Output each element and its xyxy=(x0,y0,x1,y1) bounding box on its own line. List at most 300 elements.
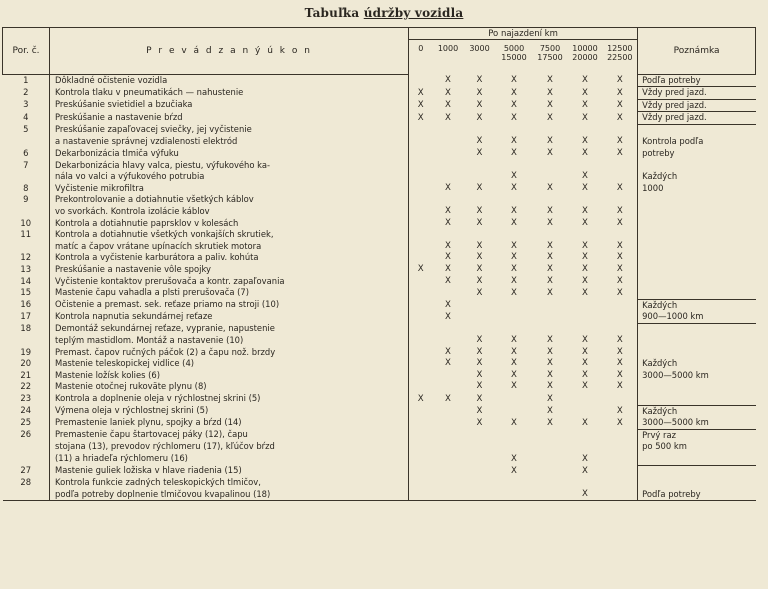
task-description xyxy=(50,323,409,346)
interval-mark: X xyxy=(511,87,517,98)
header-km-3 xyxy=(496,40,533,75)
note-line xyxy=(642,287,756,299)
interval-mark xyxy=(433,381,464,393)
description-line: Dôkladné očistenie vozidla xyxy=(55,74,168,85)
row-note xyxy=(638,229,756,252)
row-number: 6 xyxy=(3,148,50,160)
interval-mark: X xyxy=(511,453,517,464)
interval-mark: X xyxy=(511,100,517,111)
interval-mark: X xyxy=(547,346,553,357)
interval-mark: X xyxy=(476,393,483,404)
interval-mark xyxy=(409,194,433,217)
interval-mark xyxy=(433,465,464,477)
task-description xyxy=(50,405,409,417)
interval-mark: X xyxy=(511,369,517,380)
interval-mark: X xyxy=(582,465,588,476)
note-line: Podľa potreby xyxy=(642,488,701,499)
interval-mark: X xyxy=(417,112,424,123)
description-line: Mastenie ložísk kolies (6) xyxy=(55,369,161,380)
interval-mark: X xyxy=(511,335,517,346)
row-number: 9 xyxy=(3,194,50,217)
row-number: 4 xyxy=(3,112,50,125)
task-description xyxy=(50,465,409,477)
interval-mark xyxy=(603,429,638,465)
km-value: 10000 xyxy=(572,44,598,53)
row-note xyxy=(638,417,756,429)
interval-mark xyxy=(603,465,638,477)
header-km-5 xyxy=(568,40,603,75)
interval-mark: X xyxy=(616,405,623,416)
description-line: Prekontrolovanie a dotiahnutie všetkých káblov xyxy=(55,194,254,205)
description-line: Kontrola a doplnenie oleja v rýchlostnej skrini (5) xyxy=(55,393,261,404)
interval-mark xyxy=(409,276,433,288)
description-line: Dekarbonizácia tlmiča výfuku xyxy=(55,148,179,159)
interval-mark: X xyxy=(547,405,553,416)
interval-mark: X xyxy=(476,100,483,111)
description-line: Preskúšanie a nastavenie bŕzd xyxy=(55,111,183,122)
description-line: Mastenie guliek ložiska v hlave riadenia (15) xyxy=(55,465,242,476)
interval-mark xyxy=(464,160,496,183)
description-line: teplým mastidlom. Montáž a nastavenie (10) xyxy=(55,335,244,346)
note-line: Každých xyxy=(642,171,678,182)
header-km-1 xyxy=(433,40,464,75)
table-row xyxy=(3,160,756,183)
row-number: 11 xyxy=(3,229,50,252)
interval-mark: X xyxy=(445,87,451,98)
task-description xyxy=(50,370,409,382)
table-row xyxy=(3,99,756,112)
table-row xyxy=(3,417,756,429)
interval-mark: X xyxy=(547,275,553,286)
interval-mark xyxy=(533,429,568,465)
interval-mark: X xyxy=(616,346,623,357)
interval-mark: X xyxy=(547,136,553,147)
interval-mark xyxy=(409,465,433,477)
row-number: 13 xyxy=(3,264,50,276)
interval-mark: X xyxy=(582,112,588,123)
interval-mark xyxy=(496,405,533,417)
description-line: Premastenie čapu štartovacej páky (12), čapu xyxy=(55,429,248,440)
header-km: Po najazdení km xyxy=(409,28,638,40)
row-number: 22 xyxy=(3,381,50,393)
description-line: Vyčistenie kontaktov prerušovača a kontr. zapaľovania xyxy=(55,275,285,286)
interval-mark xyxy=(533,465,568,477)
note-line xyxy=(642,241,756,253)
description-line: podľa potreby doplnenie tlmičovou kvapalinou (18) xyxy=(55,488,271,499)
interval-mark: X xyxy=(445,75,451,85)
interval-mark: X xyxy=(582,148,588,159)
interval-mark: X xyxy=(445,112,451,123)
interval-mark xyxy=(568,311,603,323)
row-note xyxy=(638,299,756,311)
interval-mark: X xyxy=(582,358,588,369)
interval-mark: X xyxy=(616,75,623,85)
note-line xyxy=(642,466,756,478)
interval-mark: X xyxy=(582,287,588,298)
table-row xyxy=(3,264,756,276)
interval-mark: X xyxy=(476,87,483,98)
note-line xyxy=(642,347,756,359)
interval-mark: X xyxy=(511,75,517,85)
interval-mark: X xyxy=(582,217,588,228)
description-line: a nastavenie správnej vzdialenosti elektród xyxy=(55,135,238,146)
row-number: 28 xyxy=(3,477,50,501)
title-part-1: Tabuľka xyxy=(304,6,360,20)
interval-mark xyxy=(433,148,464,160)
task-description xyxy=(50,276,409,288)
interval-mark xyxy=(433,323,464,346)
interval-mark: X xyxy=(582,453,588,464)
note-line: Každých xyxy=(642,358,678,369)
row-note xyxy=(638,124,756,148)
interval-mark: X xyxy=(445,240,451,251)
interval-mark: X xyxy=(547,335,553,346)
note-line: Kontrola podľa xyxy=(642,136,704,147)
row-note xyxy=(638,183,756,195)
interval-mark: X xyxy=(582,417,588,428)
task-description xyxy=(50,87,409,100)
interval-mark xyxy=(409,370,433,382)
interval-mark: X xyxy=(582,369,588,380)
row-number: 23 xyxy=(3,393,50,405)
note-line xyxy=(642,125,756,137)
interval-mark: X xyxy=(616,264,623,274)
row-number: 1 xyxy=(3,74,50,87)
header-por: Por. č. xyxy=(3,28,50,75)
description-line: (11) a hriadeľa rýchlomeru (16) xyxy=(55,452,188,463)
interval-mark: X xyxy=(582,87,588,98)
interval-mark: X xyxy=(476,148,483,159)
interval-mark: X xyxy=(547,217,553,228)
interval-mark xyxy=(409,358,433,370)
interval-mark: X xyxy=(476,264,483,274)
interval-mark: X xyxy=(511,206,517,217)
row-number: 26 xyxy=(3,429,50,465)
interval-mark: X xyxy=(417,100,424,111)
interval-mark: X xyxy=(616,217,623,228)
description-line: Preskúšanie zapaľovacej sviečky, jej vyčistenie xyxy=(55,124,252,135)
row-note xyxy=(638,323,756,346)
interval-mark xyxy=(496,477,533,501)
interval-mark xyxy=(433,477,464,501)
row-note xyxy=(638,381,756,393)
table-row xyxy=(3,393,756,405)
interval-mark: X xyxy=(476,112,483,123)
description-line: Vyčistenie mikrofiltra xyxy=(55,182,144,193)
table-row xyxy=(3,311,756,323)
interval-mark xyxy=(433,405,464,417)
interval-mark: X xyxy=(582,381,588,392)
interval-mark: X xyxy=(582,100,588,111)
interval-mark: X xyxy=(547,87,553,98)
interval-mark: X xyxy=(445,393,451,404)
interval-mark xyxy=(409,477,433,501)
interval-mark: X xyxy=(547,264,553,274)
table-row xyxy=(3,347,756,359)
interval-mark: X xyxy=(547,112,553,123)
interval-mark: X xyxy=(616,381,623,392)
table-row xyxy=(3,252,756,264)
task-description xyxy=(50,287,409,299)
interval-mark: X xyxy=(445,252,451,263)
row-note xyxy=(638,74,756,87)
task-description xyxy=(50,347,409,359)
interval-mark: X xyxy=(417,264,424,274)
interval-mark: X xyxy=(582,206,588,217)
table-row xyxy=(3,124,756,148)
table-row xyxy=(3,112,756,125)
interval-mark: X xyxy=(476,217,483,228)
table-row xyxy=(3,276,756,288)
interval-mark xyxy=(409,229,433,252)
interval-mark: X xyxy=(616,112,623,123)
row-number: 12 xyxy=(3,252,50,264)
interval-mark xyxy=(533,299,568,311)
description-line: Premastenie laniek plynu, spojky a bŕzd (14) xyxy=(55,417,242,428)
km-value: 3000 xyxy=(469,44,490,53)
header-km-2 xyxy=(464,40,496,75)
interval-mark xyxy=(409,299,433,311)
interval-mark: X xyxy=(547,182,553,193)
maintenance-table xyxy=(2,27,756,501)
row-note xyxy=(638,311,756,323)
task-description xyxy=(50,311,409,323)
task-description xyxy=(50,358,409,370)
interval-mark: X xyxy=(511,346,517,357)
interval-mark: X xyxy=(476,182,483,193)
interval-mark: X xyxy=(582,240,588,251)
row-number: 20 xyxy=(3,358,50,370)
note-line xyxy=(642,393,756,405)
interval-mark: X xyxy=(445,275,451,286)
note-line xyxy=(642,276,756,288)
description-line: matíc a čapov vrátane upínacích skrutiek motora xyxy=(55,240,262,251)
row-number: 7 xyxy=(3,160,50,183)
row-number: 5 xyxy=(3,124,50,148)
note-line xyxy=(642,218,756,230)
row-number: 14 xyxy=(3,276,50,288)
interval-mark: X xyxy=(582,346,588,357)
interval-mark: X xyxy=(616,287,623,298)
interval-mark: X xyxy=(616,148,623,159)
row-note xyxy=(638,477,756,501)
row-note xyxy=(638,99,756,112)
interval-mark: X xyxy=(445,182,451,193)
interval-mark xyxy=(433,160,464,183)
note-line: Vždy pred jazd. xyxy=(642,99,707,110)
interval-mark: X xyxy=(547,417,553,428)
interval-mark xyxy=(464,477,496,501)
interval-mark xyxy=(433,417,464,429)
interval-mark: X xyxy=(511,136,517,147)
interval-mark: X xyxy=(511,112,517,123)
row-note xyxy=(638,218,756,230)
description-line: Premast. čapov ručných páčok (2) a čapu nož. brzdy xyxy=(55,346,276,357)
row-note xyxy=(638,194,756,217)
table-row xyxy=(3,477,756,501)
header-km-6 xyxy=(603,40,638,75)
task-description xyxy=(50,393,409,405)
interval-mark: X xyxy=(547,393,553,404)
interval-mark: X xyxy=(445,299,451,310)
row-number: 21 xyxy=(3,370,50,382)
interval-mark: X xyxy=(582,136,588,147)
interval-mark xyxy=(464,429,496,465)
header-poznamka: Poznámka xyxy=(638,28,756,75)
row-note xyxy=(638,252,756,264)
task-description xyxy=(50,194,409,217)
interval-mark xyxy=(568,405,603,417)
note-line xyxy=(642,453,756,465)
interval-mark: X xyxy=(616,369,623,380)
table-row xyxy=(3,405,756,417)
note-line: Podľa potreby xyxy=(642,74,701,85)
interval-mark: X xyxy=(547,369,553,380)
interval-mark xyxy=(464,299,496,311)
description-line: Kontrola a vyčistenie karburátora a paliv. kohúta xyxy=(55,252,259,263)
row-note xyxy=(638,405,756,417)
interval-mark xyxy=(496,393,533,405)
km-value: 12500 xyxy=(607,44,633,53)
table-title xyxy=(0,6,768,20)
km-value: 15000 xyxy=(501,53,527,62)
row-note xyxy=(638,358,756,370)
interval-mark xyxy=(409,218,433,230)
note-line: po 500 km xyxy=(642,441,687,452)
interval-mark xyxy=(409,74,433,87)
interval-mark: X xyxy=(476,335,483,346)
table-row xyxy=(3,299,756,311)
note-line xyxy=(642,381,756,393)
interval-mark: X xyxy=(476,417,483,428)
description-line: Kontrola a dotiahnutie paprsklov v kolesách xyxy=(55,217,239,228)
interval-mark: X xyxy=(547,252,553,263)
note-line xyxy=(642,264,756,276)
interval-mark: X xyxy=(511,148,517,159)
row-number: 15 xyxy=(3,287,50,299)
interval-mark xyxy=(533,311,568,323)
note-line xyxy=(642,206,756,218)
task-description xyxy=(50,112,409,125)
task-description xyxy=(50,429,409,465)
note-line: 1000 xyxy=(642,182,664,193)
interval-mark: X xyxy=(616,252,623,263)
interval-mark: X xyxy=(476,75,483,85)
description-line: Mastenie otočnej rukoväte plynu (8) xyxy=(55,381,207,392)
table-row xyxy=(3,370,756,382)
task-description xyxy=(50,124,409,148)
interval-mark: X xyxy=(476,136,483,147)
interval-mark: X xyxy=(476,240,483,251)
row-number: 27 xyxy=(3,465,50,477)
row-note xyxy=(638,465,756,477)
row-note xyxy=(638,148,756,160)
interval-mark: X xyxy=(547,100,553,111)
task-description xyxy=(50,74,409,87)
interval-mark: X xyxy=(582,252,588,263)
interval-mark: X xyxy=(568,477,603,501)
interval-mark: X xyxy=(476,206,483,217)
table-row xyxy=(3,148,756,160)
interval-mark: X xyxy=(511,358,517,369)
interval-mark: X xyxy=(445,206,451,217)
interval-mark: X xyxy=(616,240,623,251)
row-note xyxy=(638,276,756,288)
interval-mark xyxy=(409,160,433,183)
interval-mark: X xyxy=(511,264,517,274)
interval-mark xyxy=(409,323,433,346)
description-line: Preskúšanie svietidiel a bzučiaka xyxy=(55,99,193,110)
row-note xyxy=(638,287,756,299)
row-note xyxy=(638,429,756,465)
description-line: Výmena oleja v rýchlostnej skrini (5) xyxy=(55,405,209,416)
note-line xyxy=(642,477,756,489)
row-note xyxy=(638,264,756,276)
table-row xyxy=(3,429,756,465)
interval-mark xyxy=(464,311,496,323)
header-ukon: P r e v á d z a n ý ú k o n xyxy=(50,28,409,75)
row-number: 8 xyxy=(3,183,50,195)
interval-mark: X xyxy=(547,358,553,369)
interval-mark: X xyxy=(445,358,451,369)
interval-mark xyxy=(409,148,433,160)
interval-mark: X xyxy=(476,275,483,286)
note-line xyxy=(642,335,756,347)
interval-mark: X xyxy=(511,240,517,251)
table-row xyxy=(3,287,756,299)
km-value: 20000 xyxy=(572,53,598,62)
description-line: Kontrola tlaku v pneumatikách — nahustenie xyxy=(55,86,244,97)
interval-mark xyxy=(409,429,433,465)
interval-mark xyxy=(409,381,433,393)
interval-mark: X xyxy=(511,287,517,298)
interval-mark: X xyxy=(417,87,424,98)
interval-mark: X xyxy=(616,335,623,346)
table-row xyxy=(3,194,756,217)
description-line: vo svorkách. Kontrola izolácie káblov xyxy=(55,206,210,217)
interval-mark xyxy=(433,429,464,465)
note-line: Každých xyxy=(642,299,678,310)
interval-mark xyxy=(409,183,433,195)
interval-mark: X xyxy=(547,206,553,217)
interval-mark: X xyxy=(476,252,483,263)
interval-mark: X xyxy=(582,75,588,85)
interval-mark xyxy=(433,370,464,382)
task-description xyxy=(50,160,409,183)
description-line: Kontrola a dotiahnutie všetkých vonkajších skrutiek, xyxy=(55,229,274,240)
interval-mark: X xyxy=(476,381,483,392)
task-description xyxy=(50,229,409,252)
km-value: 17500 xyxy=(537,53,563,62)
interval-mark xyxy=(409,252,433,264)
interval-mark: X xyxy=(547,240,553,251)
table-row xyxy=(3,218,756,230)
interval-mark: X xyxy=(445,217,451,228)
interval-mark xyxy=(568,393,603,405)
note-line: 900—1000 km xyxy=(642,311,704,322)
description-line: stojana (13), prevodov rýchlomeru (17), kľúčov bŕzd xyxy=(55,440,275,451)
description-line: Demontáž sekundárnej reťaze, vypranie, napustenie xyxy=(55,323,275,334)
interval-mark: X xyxy=(582,335,588,346)
row-note xyxy=(638,370,756,382)
km-value: 0 xyxy=(418,44,424,53)
description-line: nála vo valci a výfukového potrubia xyxy=(55,171,205,182)
row-number: 25 xyxy=(3,417,50,429)
interval-mark xyxy=(409,311,433,323)
interval-mark xyxy=(533,477,568,501)
interval-mark xyxy=(603,477,638,501)
interval-mark: X xyxy=(476,346,483,357)
